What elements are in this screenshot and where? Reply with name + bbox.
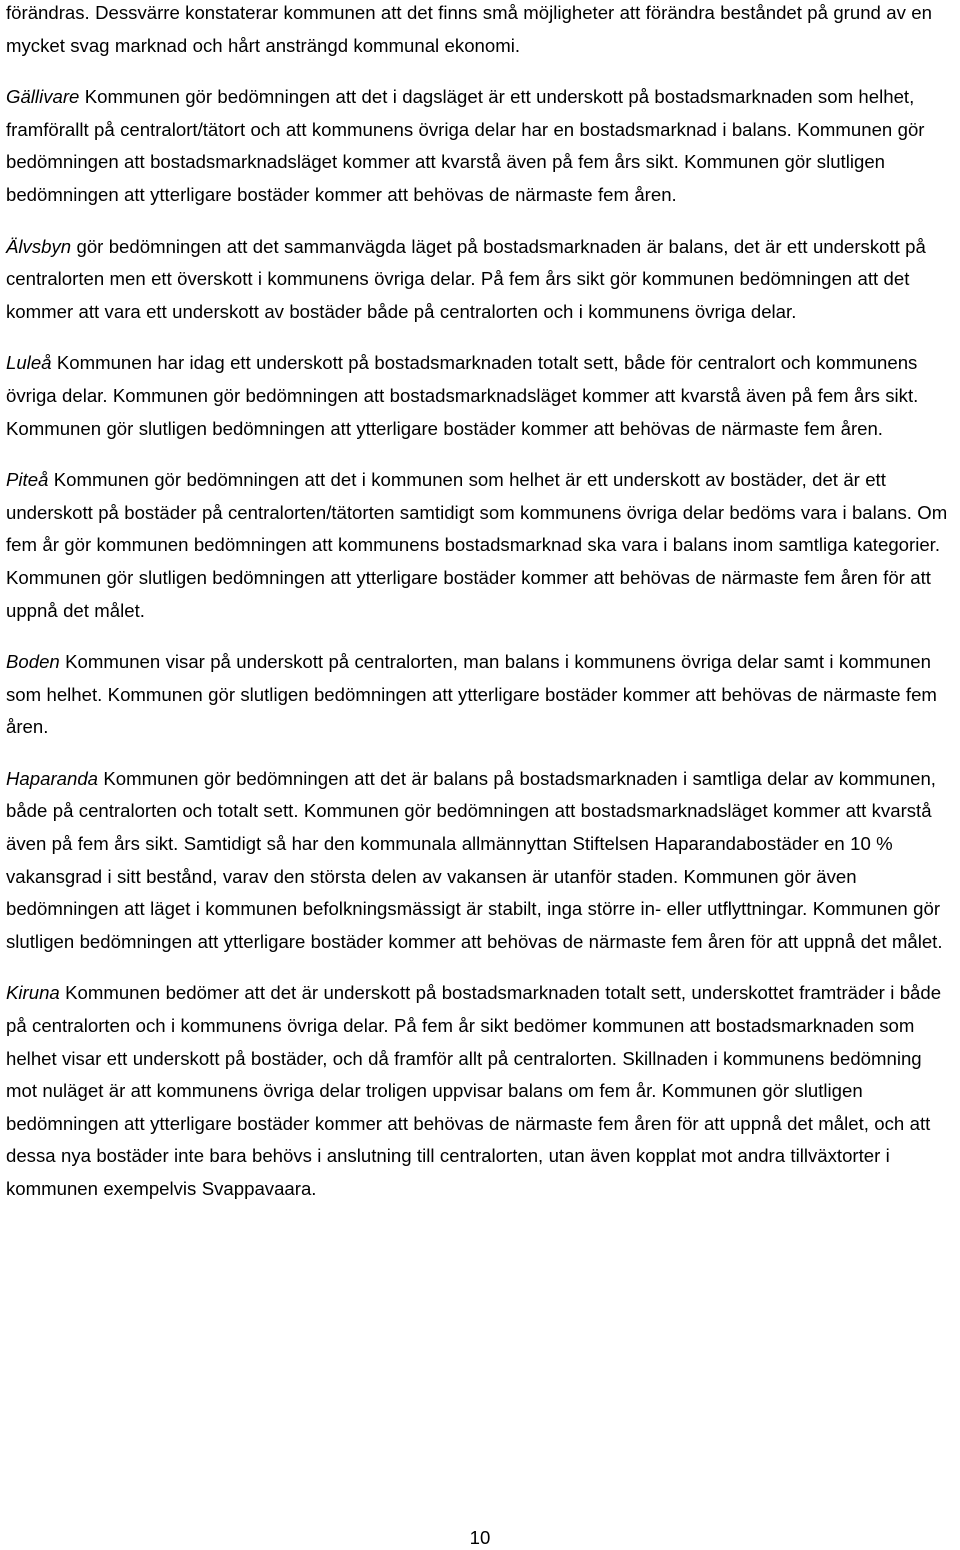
page-number: 10 xyxy=(469,1527,491,1548)
paragraph-kiruna xyxy=(6,977,956,1205)
municipality-name: Boden xyxy=(6,651,60,673)
paragraph-gallivare xyxy=(6,81,956,211)
paragraph-alvsbyn xyxy=(6,231,956,329)
paragraph-text: Kommunen har idag ett underskott på bostadsmarknaden totalt sett, både för centralort och kommunens övriga delar. Kommunen gör bedömningen att bostadsmarknadsläget kommer att kvarstå även på fem års sikt. Kommunen gör slutligen bedömningen att ytterligare bostäder kommer att behövas de närmaste fem åren. xyxy=(6,352,919,439)
intro-paragraph xyxy=(6,0,956,62)
intro-text: förändras. Dessvärre konstaterar kommunen att det finns små möjligheter att förändra beståndet på grund av en mycket svag marknad och hårt ansträngd kommunal ekonomi. xyxy=(6,2,932,56)
municipality-name: Älvsbyn xyxy=(6,235,72,257)
paragraph-haparanda xyxy=(6,763,956,959)
document-page xyxy=(6,0,956,1225)
municipality-name: Kiruna xyxy=(6,982,60,1004)
paragraph-text: Kommunen gör bedömningen att det är balans på bostadsmarknaden i samtliga delar av kommunen, både på centralorten och totalt sett. Kommunen gör bedömningen att bostadsmarknadsläget kommer att kvarstå även på fem års sikt. Samtidigt så har den kommunala allmännyttan Stiftelsen Haparandabostäder en 10 % vakansgrad i sitt bestånd, varav den största delen av vakansen är utanför staden. Kommunen gör även bedömningen att läget i kommunen befolkningsmässigt är stabilt, inga större in- eller utflyttningar. Kommunen gör slutligen bedömningen att ytterligare bostäder kommer att behövas de närmaste fem åren för att uppnå det målet. xyxy=(6,767,943,952)
paragraph-text: gör bedömningen att det sammanvägda läget på bostadsmarknaden är balans, det är ett underskott på centralorten men ett överskott i kommunens övriga delar. På fem års sikt gör kommunen bedömningen att det kommer att vara ett underskott av bostäder både på centralorten och i kommunens övriga delar. xyxy=(6,235,926,322)
municipality-name: Gällivare xyxy=(6,86,80,108)
municipality-name: Haparanda xyxy=(6,767,99,789)
municipality-name: Piteå xyxy=(6,469,49,491)
paragraph-pitea xyxy=(6,464,956,627)
paragraph-text: Kommunen visar på underskott på centralorten, man balans i kommunens övriga delar samt i kommunen som helhet. Kommunen gör slutligen bedömningen att ytterligare bostäder kommer att behövas de närmaste fem åren. xyxy=(6,651,937,738)
paragraph-text: Kommunen gör bedömningen att det i dagsläget är ett underskott på bostadsmarknaden som helhet, framförallt på centralort/tätort och att kommunens övriga delar har en bostadsmarknad i balans. Kommunen gör bedömningen att bostadsmarknadsläget kommer att kvarstå även på fem års sikt. Kommunen gör slutligen bedömningen att ytterligare bostäder kommer att behövas de närmaste fem åren. xyxy=(6,86,925,205)
paragraph-text: Kommunen gör bedömningen att det i kommunen som helhet är ett underskott av bostäder, det är ett underskott på bostäder på centralorten/tätorten samtidigt som kommunens övriga delar bedöms vara i balans. Om fem år gör kommunen bedömningen att kommunens bostadsmarknad ska vara i balans inom samtliga kategorier. Kommunen gör slutligen bedömningen att ytterligare bostäder kommer att behövas de närmaste fem åren för att uppnå det målet. xyxy=(6,469,948,621)
paragraph-text: Kommunen bedömer att det är underskott på bostadsmarknaden totalt sett, underskottet framträder i både på centralorten och i kommunens övriga delar. På fem år sikt bedömer kommunen att bostadsmarknaden som helhet visar ett underskott på bostäder, och då framför allt på centralorten. Skillnaden i kommunens bedömning mot nuläget är att kommunens övriga delar troligen uppvisar balans om fem år. Kommunen gör slutligen bedömningen att ytterligare bostäder kommer att behövas de närmaste fem åren för att uppnå det målet, och att dessa nya bostäder inte bara behövs i anslutning till centralorten, utan även kopplat mot andra tillväxtorter i kommunen exempelvis Svappavaara. xyxy=(6,982,942,1199)
municipality-name: Luleå xyxy=(6,352,52,374)
paragraph-boden xyxy=(6,646,956,744)
paragraph-lulea xyxy=(6,347,956,445)
